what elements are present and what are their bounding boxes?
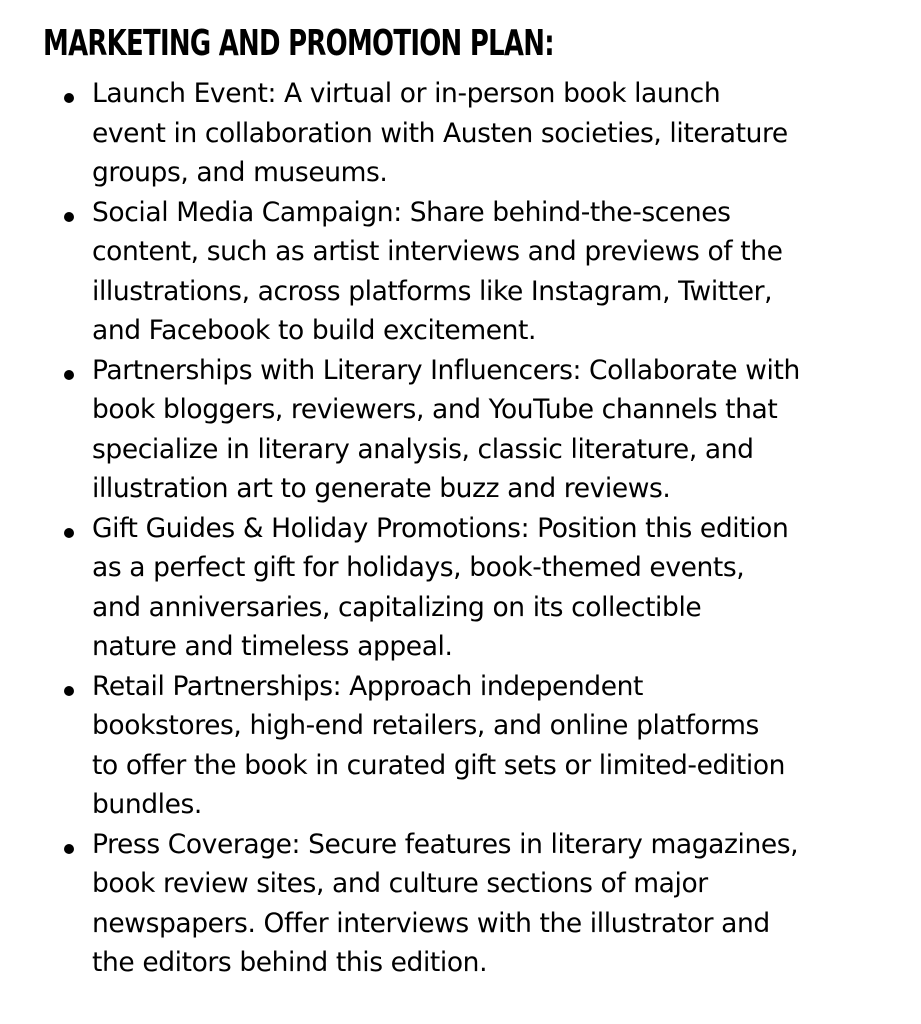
list-item-line: illustrations, across platforms like Instagram, Twitter, [92,275,773,307]
list-item-line: Launch Event: A virtual or in-person book launch [92,78,721,109]
list-item-line: nature and timeless appeal. [92,631,453,662]
list-item-line: Gift Guides & Holiday Promotions: Position this edition [92,512,789,544]
list-item-line: Press Coverage: Secure features in literary magazines, [92,828,799,860]
list-item-line: illustration art to generate buzz and reviews. [92,473,671,504]
bullet-icon [64,844,74,854]
list-item-text [92,193,882,351]
bullet-icon [64,212,74,222]
list-item-line: Social Media Campaign: Share behind-the-scenes [92,196,731,228]
list-item-line: Retail Partnerships: Approach independent [92,670,643,702]
list-item-line: event in collaboration with Austen societies, literature [92,117,788,149]
list-item-gift-guides [0,509,921,667]
list-item-line: bundles. [92,789,202,820]
page-title: MARKETING AND PROMOTION PLAN: [43,23,554,64]
list-item-line: to offer the book in curated gift sets or limited-edition [92,749,786,781]
list-item-social-media-campaign [0,193,921,351]
bullet-icon [64,686,74,696]
list-item-retail-partnerships [0,667,921,825]
list-item-line: newspapers. Offer interviews with the illustrator and [92,907,770,939]
list-item-text [92,825,882,983]
list-item-text [92,667,882,825]
list-item-text [92,351,882,509]
bullet-icon [64,370,74,380]
list-item-line: Partnerships with Literary Influencers: Collaborate with [92,354,800,386]
plan-list [0,74,921,983]
list-item-line: and Facebook to build excitement. [92,315,537,346]
list-item-line: book bloggers, reviewers, and YouTube channels that [92,394,778,425]
list-item-line: the editors behind this edition. [92,947,488,978]
list-item-line: bookstores, high-end retailers, and online platforms [92,710,759,741]
bullet-icon [64,528,74,538]
list-item-line: specialize in literary analysis, classic literature, and [92,433,754,465]
list-item-text [92,509,882,667]
list-item-line: as a perfect gift for holidays, book-themed events, [92,552,745,583]
list-item-press-coverage [0,825,921,983]
list-item-launch-event [0,74,921,193]
bullet-icon [64,93,74,103]
list-item-line: groups, and museums. [92,157,388,188]
list-item-text [92,74,882,193]
list-item-line: book review sites, and culture sections of major [92,868,708,899]
list-item-line: and anniversaries, capitalizing on its collectible [92,591,702,623]
list-item-line: content, such as artist interviews and previews of the [92,236,783,267]
list-item-literary-influencers [0,351,921,509]
